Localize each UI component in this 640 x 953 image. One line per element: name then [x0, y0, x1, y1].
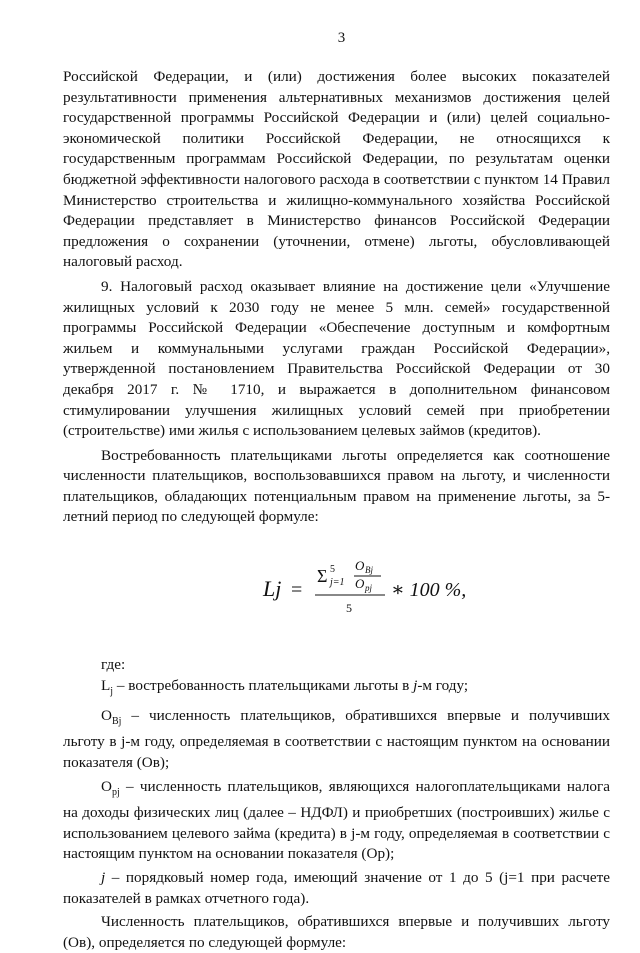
def-lj-text: – востребованность плательщиками льготы в [113, 677, 414, 695]
definition-opj [63, 777, 610, 865]
formula-rhs: ∗ 100 %, [391, 579, 467, 602]
def-opj-text: – численность плательщиков, являющихся налогоплательщиками налога на доходы физических лиц (далее – НДФЛ) и приобретших (построивших) жилье с использованием целевого займа (кредита) в j-м году, определяемая в соответствии с настоящим пунктом на основании показателя (Oр); [63, 777, 610, 863]
formula-lhs: Lj [263, 576, 282, 602]
def-obj-symbol: O [101, 706, 112, 724]
paragraph-9: 9. Налоговый расход оказывает влияние на достижение цели «Улучшение жилищных условий к 2030 году не менее 5 млн. семей» государственной программы Российской Федерации «Обеспечение доступным и комфортным жильем и коммунальными услугами граждан Российской Федерации», утвержденной постановлением Правительства Российской Федерации от 30 декабря 2017 г. № 1710, и выражается в дополнительном финансовом стимулировании улучшения жилищных условий семей при приобретении (строительстве) ими жилья с использованием целевых займов (кредитов). [63, 277, 610, 440]
formula-graphic [263, 550, 503, 630]
def-j-text: – порядковый номер года, имеющий значение от 1 до 5 (j=1 при расчете показателей в рамках отчетного года). [63, 868, 610, 907]
formula-sum-lower: j=1 [330, 577, 345, 589]
def-lj-symbol: L [101, 677, 111, 695]
formula-num-top-sub: Bj [365, 565, 373, 576]
formula-lj [63, 536, 610, 644]
formula-equals: = [291, 579, 303, 602]
definition-j [63, 868, 610, 909]
def-lj-sub: j [110, 686, 114, 698]
def-obj-text: – численность плательщиков, обратившихся впервые и получивших льготу в j-м году, определяемая в соответствии с настоящим пунктом на основании показателя (Oв); [63, 706, 610, 771]
def-obj-sub: Bj [111, 715, 122, 727]
definitions [63, 676, 610, 909]
def-j-symbol: j [101, 868, 106, 886]
def-opj-sub: pj [111, 786, 120, 798]
formula-num-bottom: O [355, 576, 365, 592]
paragraph-demand: Востребованность плательщиками льготы определяется как соотношение численности плательщиков, воспользовавшихся правом на льготу, и численности плательщиков, обладающих потенциальным правом на применение льготы, за 5-летний период по следующей формуле: [63, 446, 610, 526]
formula-denominator: 5 [346, 601, 352, 616]
def-lj-j: j [413, 677, 418, 695]
paragraph-continuation: Российской Федерации, и (или) достижения более высоких показателей результативности применения альтернативных механизмов достижения целей государственной программы Российской Федерации и (или) целей социально-экономической политики Российской Федерации, не относящихся к государственным программам Российской Федерации, по результатам оценки бюджетной эффективности налогового расхода в соответствии с пунктом 14 Правил Министерство строительства и жилищно-коммунального хозяйства Российской Федерации представляет в Министерство финансов Российской Федерации предложения о сохранении (уточнении, отмене) льготы, обусловливающей налоговый расход. [63, 68, 610, 271]
definition-lj [63, 676, 610, 703]
def-lj-text-end: -м году; [417, 677, 469, 695]
formula-num-bottom-sub: pj [365, 583, 373, 594]
formula-num-top: O [355, 558, 365, 574]
definition-obj [63, 706, 610, 774]
where-label: где: [101, 656, 126, 674]
paragraph-final: Численность плательщиков, обратившихся впервые и получивших льготу (Oв), определяется по следующей формуле: [63, 913, 610, 951]
formula-sum-upper: 5 [330, 564, 335, 576]
def-opj-symbol: O [101, 777, 112, 795]
formula-sum: Σ [317, 566, 328, 587]
page-number: 3 [337, 30, 346, 46]
